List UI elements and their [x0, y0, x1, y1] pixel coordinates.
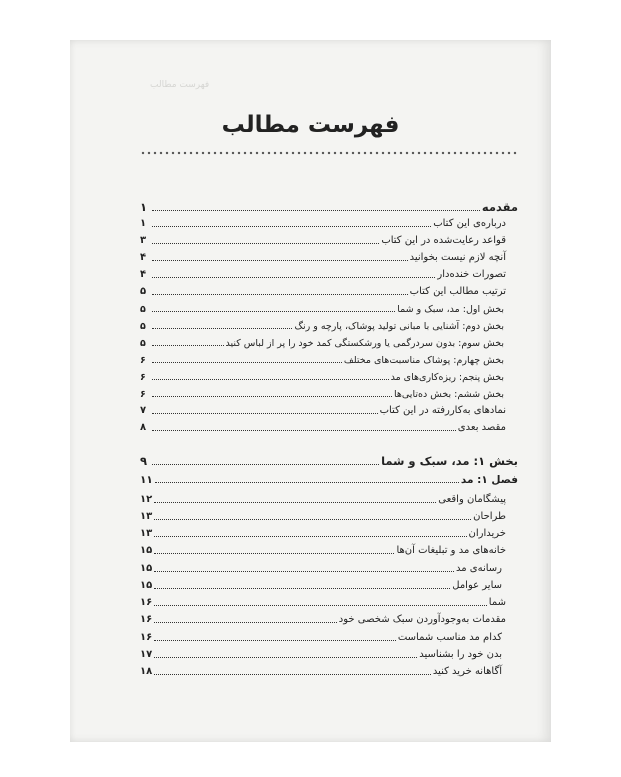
toc-leader: [152, 396, 392, 397]
toc-leader: [152, 345, 224, 346]
toc-page-number: ۱: [140, 218, 147, 229]
toc-entry: [140, 246, 518, 263]
toc-page-number: ۵: [140, 303, 146, 315]
toc-page-number: ۱۳: [140, 528, 153, 539]
toc-page-number: ۳: [140, 235, 147, 246]
toc-entry: [140, 660, 518, 677]
toc-leader: [152, 294, 408, 295]
toc-leader: [152, 226, 431, 227]
toc-entry-label: خریداران: [468, 528, 506, 539]
toc-entry-label: بدن خود را بشناسید: [419, 649, 502, 660]
toc-leader: [154, 657, 417, 658]
toc-leader: [154, 622, 337, 623]
toc-entry-label: فصل ۱: مد: [460, 473, 518, 486]
toc-entry-label: درباره‌ی این کتاب: [433, 218, 506, 229]
toc-leader: [152, 210, 480, 211]
toc-leader: [154, 571, 454, 572]
toc-leader: [154, 674, 431, 675]
toc-leader: [152, 277, 435, 278]
toc-entry-label: سایر عوامل: [452, 580, 502, 591]
toc-entry: [140, 196, 518, 213]
toc-entry-label: بخش پنجم: ریزه‌کاری‌های مد: [390, 371, 504, 383]
toc-leader: [152, 243, 379, 244]
toc-page-number: ۱۵: [140, 580, 153, 591]
toc-leader: [154, 588, 450, 589]
toc-leader: [154, 605, 487, 606]
toc-page-number: ۱۶: [140, 597, 153, 608]
toc-entry: [140, 608, 518, 625]
toc-page-number: ۱۵: [140, 545, 153, 556]
toc-leader: [154, 553, 394, 554]
toc-leader: [152, 260, 408, 261]
toc-entry-label: بخش چهارم: پوشاک مناسبت‌های مختلف: [343, 354, 504, 366]
toc-entry-label: مقصد بعدی: [457, 422, 506, 433]
toc-entry: [140, 643, 518, 660]
toc-page-number: ۱۸: [140, 666, 153, 677]
toc-page-number: ۴: [140, 269, 147, 280]
toc-entry: [140, 331, 518, 348]
toc-page-number: ۱۵: [140, 563, 153, 574]
toc-entry-label: بخش دوم: آشنایی با مبانی تولید پوشاک، پارچه و رنگ: [294, 320, 504, 332]
toc-page-number: ۱۱: [140, 473, 153, 486]
toc-page-number: ۵: [140, 337, 146, 349]
toc-leader: [154, 519, 471, 520]
toc-entry: [140, 450, 518, 467]
toc-entry-label: بخش ۱: مد، سبک و شما: [381, 453, 518, 468]
toc-page-number: ۹: [140, 453, 148, 468]
toc-entry: [140, 522, 518, 539]
toc-page-number: ۱۶: [140, 632, 153, 643]
toc-page-number: ۸: [140, 422, 147, 433]
running-head: فهرست مطالب: [150, 80, 210, 90]
toc-leader: [152, 328, 292, 329]
toc-page-number: ۱۷: [140, 649, 153, 660]
toc-leader: [155, 482, 459, 483]
toc-leader: [152, 413, 378, 414]
toc-entry: [140, 468, 518, 485]
toc-entry: [140, 488, 518, 505]
toc-page-number: ۷: [140, 405, 147, 416]
toc-entry-label: مقدمات به‌وجودآوردن سبک شخصی خود: [338, 614, 506, 625]
toc-entry-label: طراحان: [473, 511, 506, 522]
toc-entry: [140, 557, 518, 574]
toc-entry: [140, 539, 518, 556]
toc-entry-label: آنچه لازم نیست بخوانید: [409, 252, 506, 263]
toc-entry-label: بخش ششم: بخش ده‌تایی‌ها: [393, 388, 504, 400]
page-title: فهرست مطالب: [221, 112, 400, 138]
toc-leader: [152, 379, 389, 380]
toc-entry-label: رسانه‌ی مد: [455, 563, 502, 574]
toc-entry: [140, 382, 518, 399]
toc-entry-label: تصورات خنده‌دار: [437, 269, 506, 280]
toc-entry: [140, 263, 518, 280]
toc-entry-label: ترتیب مطالب این کتاب: [409, 286, 506, 297]
toc-entry-label: قواعد رعایت‌شده در این کتاب: [381, 235, 506, 246]
toc-entry: [140, 297, 518, 314]
toc-leader: [152, 464, 379, 465]
toc-entry: [140, 229, 518, 246]
toc-entry: [140, 365, 518, 382]
toc-entry: [140, 591, 518, 608]
toc-entry-label: کدام مد مناسب شماست: [397, 632, 502, 643]
toc-entry: [140, 212, 518, 229]
toc-page-number: ۶: [140, 354, 146, 366]
toc-page-number: ۶: [140, 388, 146, 400]
toc-page-number: ۶: [140, 371, 146, 383]
toc-entry-label: نمادهای به‌کاررفته در این کتاب: [379, 405, 506, 416]
toc-page-number: ۱۶: [140, 614, 153, 625]
toc-leader: [154, 536, 466, 537]
toc-entry: [140, 626, 518, 643]
toc-entry: [140, 348, 518, 365]
toc-page-number: ۴: [140, 252, 147, 263]
toc-leader: [152, 362, 342, 363]
toc-entry: [140, 314, 518, 331]
toc-leader: [154, 502, 436, 503]
toc-entry: [140, 399, 518, 416]
toc-entry-label: آگاهانه خرید کنید: [432, 666, 502, 677]
toc-page-number: ۱۳: [140, 511, 153, 522]
toc-entry-label: خانه‌های مد و تبلیغات آن‌ها: [396, 545, 506, 556]
toc-entry: [140, 574, 518, 591]
toc-entry-label: شما: [488, 597, 506, 608]
toc-leader: [152, 430, 456, 431]
toc-page-number: ۱: [140, 199, 148, 214]
toc-entry: [140, 416, 518, 433]
toc-entry-label: بخش سوم: بدون سردرگمی یا ورشکستگی کمد خود را پر از لباس کنید: [225, 337, 504, 349]
toc-entry: [140, 505, 518, 522]
toc-leader: [152, 311, 395, 312]
toc-leader: [154, 640, 396, 641]
toc-page-number: ۵: [140, 320, 146, 332]
toc-entry-label: بخش اول: مد، سبک و شما: [397, 303, 504, 315]
toc-entry-label: مقدمه: [481, 199, 518, 214]
toc-entry-label: پیشگامان واقعی: [438, 494, 506, 505]
toc-page-number: ۵: [140, 286, 147, 297]
toc-entry: [140, 280, 518, 297]
toc-page-number: ۱۲: [140, 494, 153, 505]
